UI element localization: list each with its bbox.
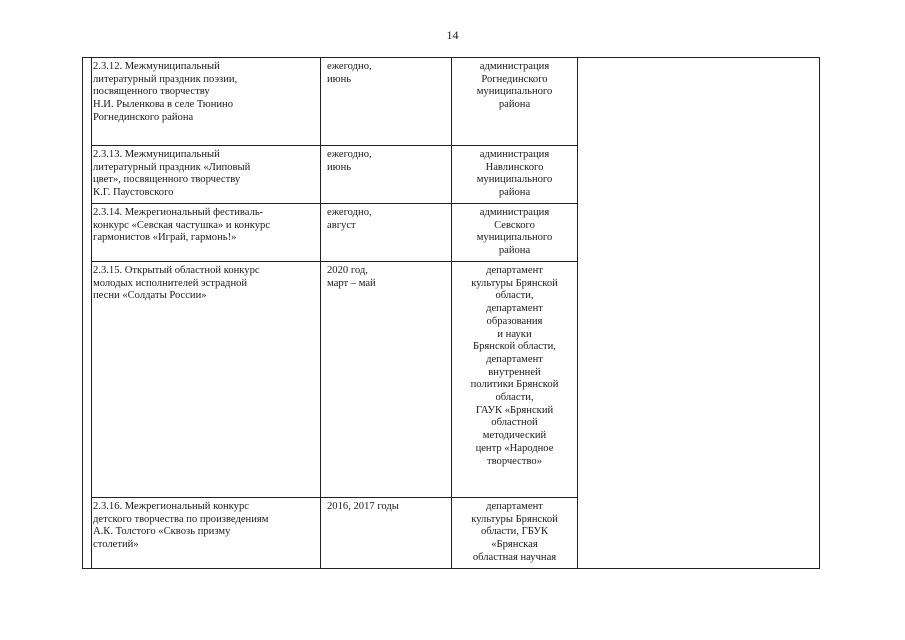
period-text: август [327, 219, 356, 231]
period-text: 2016, 2017 годы [327, 501, 399, 512]
event-cell [91, 204, 320, 245]
responsible-text: муниципального [476, 232, 553, 244]
responsible-cell [451, 146, 577, 203]
event-text: посвященного творчеству [93, 86, 210, 98]
event-cell [91, 498, 320, 552]
event-cell [91, 58, 320, 125]
responsible-text: и науки [497, 328, 532, 340]
responsible-cell [451, 262, 577, 497]
event-cell [91, 262, 320, 303]
responsible-cell [451, 498, 577, 569]
event-text: литературный праздник «Липовый [93, 161, 251, 173]
responsible-text: Брянской области, [473, 341, 556, 353]
event-text: 2.3.13. Межмуниципальный [93, 149, 220, 160]
responsible-text: области, [495, 392, 534, 404]
event-cell [91, 146, 320, 200]
table-row [91, 497, 577, 569]
table-row [91, 58, 577, 145]
table-row [91, 145, 577, 203]
responsible-text: областная научная [472, 551, 557, 563]
responsible-text: культуры Брянской [471, 513, 558, 525]
responsible-text: администрация [479, 149, 550, 160]
responsible-text: Рогнединского [481, 73, 548, 85]
event-text: песни «Солдаты России» [93, 290, 207, 302]
responsible-text: администрация [479, 61, 550, 72]
responsible-text: администрация [479, 207, 550, 218]
responsible-cell [451, 58, 577, 145]
responsible-text: центр «Народное [475, 442, 554, 454]
period-text: март – май [327, 277, 376, 289]
responsible-text: «Брянская [491, 539, 538, 551]
table-right-column-line [577, 58, 578, 568]
responsible-text: района [498, 187, 531, 199]
event-text: столетий» [93, 539, 139, 551]
table-row [91, 203, 577, 261]
responsible-text: департамент [486, 265, 543, 276]
table-row [91, 261, 577, 497]
event-text: А.К. Толстого «Сквозь призму [93, 526, 231, 538]
period-text: 2020 год, [327, 265, 368, 276]
responsible-text: областной [491, 417, 538, 429]
events-table [82, 57, 820, 569]
period-cell [320, 262, 451, 497]
event-text: конкурс «Севская частушка» и конкурс [93, 219, 271, 231]
event-text: 2.3.14. Межрегиональный фестиваль- [93, 207, 264, 218]
responsible-text: департамент [486, 303, 543, 315]
period-cell [320, 146, 451, 203]
event-text: Н.И. Рыленкова в селе Тюнино [93, 99, 234, 111]
responsible-cell [451, 204, 577, 261]
responsible-text: Навлинского [485, 161, 544, 173]
responsible-text: муниципального [476, 86, 553, 98]
responsible-text: методический [482, 430, 547, 442]
responsible-text: творчество» [486, 455, 543, 467]
responsible-text: района [498, 245, 531, 257]
responsible-text: образования [486, 315, 543, 327]
responsible-text: политики Брянской [470, 379, 559, 391]
responsible-text: внутренней [488, 366, 541, 378]
event-text: 2.3.12. Межмуниципальный [93, 61, 220, 72]
period-text: ежегодно, [327, 207, 372, 218]
period-cell [320, 58, 451, 145]
responsible-text: области, ГБУК [480, 526, 549, 538]
responsible-text: ГАУК «Брянский [475, 404, 554, 416]
responsible-text: области, [495, 290, 534, 302]
period-text: июнь [327, 161, 352, 173]
event-text: 2.3.16. Межрегиональный конкурс [93, 501, 249, 512]
page-number: 14 [446, 28, 459, 42]
event-text: литературный праздник поэзии, [93, 73, 238, 85]
responsible-text: района [498, 99, 531, 111]
event-text: К.Г. Паустовского [93, 187, 174, 199]
event-text: Рогнединского района [93, 111, 194, 123]
period-text: ежегодно, [327, 149, 372, 160]
event-text: цвет», посвященного творчеству [93, 174, 241, 186]
period-cell [320, 204, 451, 261]
period-text: ежегодно, [327, 61, 372, 72]
responsible-text: муниципального [476, 174, 553, 186]
event-text: молодых исполнителей эстрадной [93, 277, 248, 289]
responsible-text: департамент [486, 501, 543, 512]
period-text: июнь [327, 73, 352, 85]
event-text: детского творчества по произведениям [93, 513, 269, 525]
event-text: 2.3.15. Открытый областной конкурс [93, 265, 260, 276]
responsible-text: департамент [486, 353, 543, 365]
period-cell [320, 498, 451, 569]
responsible-text: Севского [494, 219, 535, 231]
responsible-text: культуры Брянской [471, 277, 558, 289]
event-text: гармонистов «Играй, гармонь!» [93, 232, 237, 244]
